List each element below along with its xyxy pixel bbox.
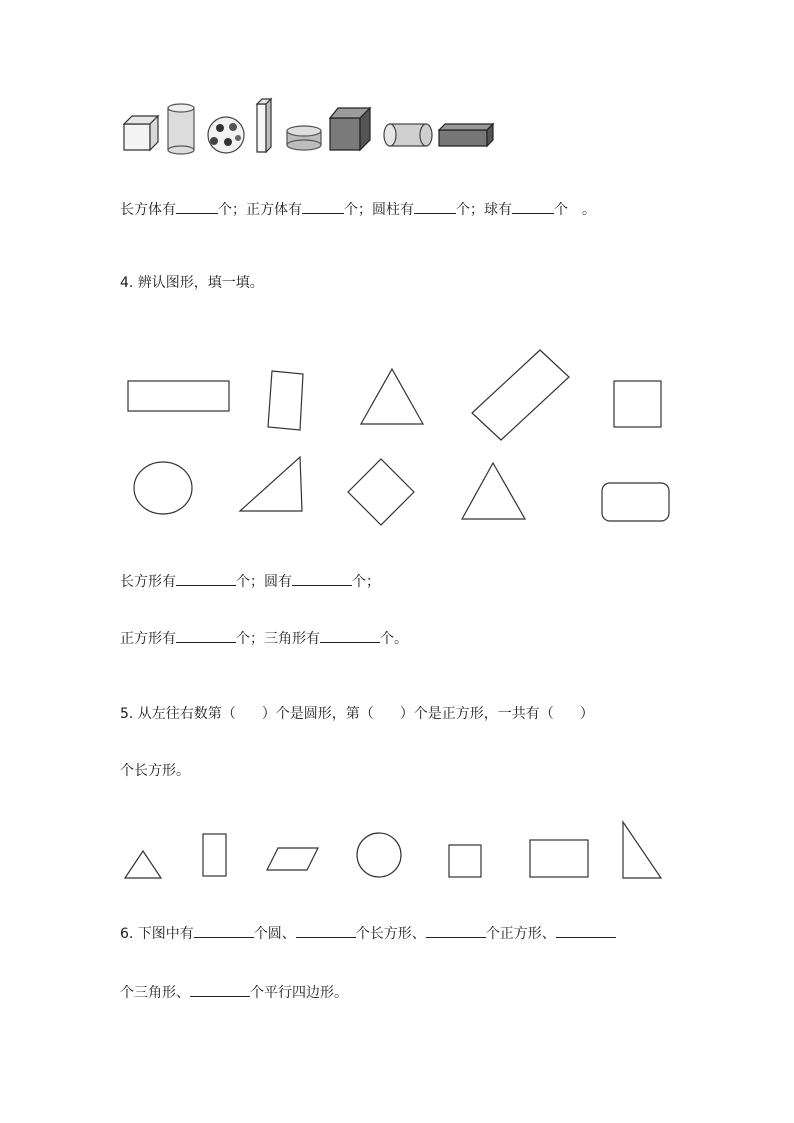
q5-right-triangle <box>623 822 661 878</box>
q5-triangle <box>125 851 161 878</box>
q6-blank-circle[interactable] <box>194 923 254 938</box>
q3-label-unit: 个 <box>554 202 568 218</box>
q4-rectangle-wide <box>128 381 229 411</box>
q6-question-line-2 <box>120 982 348 1003</box>
q5-shapes <box>0 815 794 895</box>
solids-illustration <box>0 0 794 170</box>
q4-triangle-1 <box>361 369 423 424</box>
q6-blank-rectangle[interactable] <box>296 923 356 938</box>
q4-rectangle-rotated <box>472 350 569 440</box>
cube-solid-1 <box>124 116 158 150</box>
q6-part-5: 个三角形、 <box>120 985 190 1001</box>
q6-question-line-1 <box>120 923 616 944</box>
q5-part-4: ） <box>579 706 594 722</box>
q5-rectangle-wide <box>530 840 588 877</box>
q6-part-1: 6. 下图中有 <box>120 926 194 942</box>
q3-label-cube: 个；正方体有 <box>218 202 302 218</box>
q4-label-end-2: 个。 <box>380 631 408 647</box>
q4-label-triangle: 个；三角形有 <box>236 631 320 647</box>
q4-square-rotated <box>348 459 414 525</box>
q6-part-3: 个长方形、 <box>355 926 426 942</box>
q4-label-circle: 个；圆有 <box>236 574 292 590</box>
q5-circle <box>357 833 401 877</box>
cuboid-solid-flat <box>439 124 493 146</box>
q3-answer-line <box>120 199 596 220</box>
q4-title: 4. 辨认图形，填一填。 <box>120 275 264 291</box>
q4-rounded-rectangle <box>602 483 669 521</box>
q5-part-1: 5. 从左往右数第（ <box>120 706 236 722</box>
q6-part-6: 个平行四边形。 <box>250 985 348 1001</box>
q6-blank-square[interactable] <box>426 923 486 938</box>
q6-blank-triangle[interactable] <box>556 923 616 938</box>
q4-label-square: 正方形有 <box>120 631 176 647</box>
q3-blank-cylinder[interactable] <box>414 199 456 214</box>
cuboid-solid-tall <box>257 99 271 152</box>
q3-label-cylinder: 个；圆柱有 <box>344 202 414 218</box>
q5-part-2: ）个是圆形，第（ <box>261 706 374 722</box>
q4-square <box>614 381 661 427</box>
q3-period: 。 <box>582 202 596 218</box>
q5-part-3: ）个是正方形，一共有（ <box>399 706 554 722</box>
q5-parallelogram <box>267 848 318 870</box>
q4-blank-square[interactable] <box>176 628 236 643</box>
q3-label-cuboid: 长方体有 <box>120 202 176 218</box>
q6-part-2: 个圆、 <box>253 926 296 942</box>
q6-blank-parallelogram[interactable] <box>190 982 250 997</box>
q4-circle <box>134 462 192 514</box>
q5-question-line-2: 个长方形。 <box>120 763 190 779</box>
q3-blank-cube[interactable] <box>302 199 344 214</box>
q6-part-4: 个正方形、 <box>485 926 556 942</box>
cube-solid-dark <box>330 108 370 150</box>
q3-blank-cuboid[interactable] <box>176 199 218 214</box>
cylinder-solid-1 <box>168 104 194 154</box>
q4-right-triangle <box>240 457 302 511</box>
q4-blank-triangle[interactable] <box>320 628 380 643</box>
cylinder-solid-flat <box>287 126 321 150</box>
q4-triangle-2 <box>462 463 525 519</box>
q4-blank-rectangle[interactable] <box>176 571 236 586</box>
q3-label-ball: 个；球有 <box>456 202 512 218</box>
q5-square <box>449 845 481 877</box>
q4-rectangle-tilted <box>268 371 303 430</box>
q4-label-end-1: 个； <box>352 574 380 590</box>
q4-label-rectangle: 长方形有 <box>120 574 176 590</box>
q5-rectangle-tall <box>203 834 226 876</box>
q5-question-line-1 <box>120 704 594 724</box>
q3-blank-ball[interactable] <box>512 199 554 214</box>
cylinder-solid-lying <box>384 124 432 146</box>
q4-answer-line-2 <box>120 628 408 649</box>
q4-blank-circle[interactable] <box>292 571 352 586</box>
q4-answer-line-1 <box>120 571 380 592</box>
q4-shapes <box>0 340 794 580</box>
ball-solid <box>208 117 244 153</box>
